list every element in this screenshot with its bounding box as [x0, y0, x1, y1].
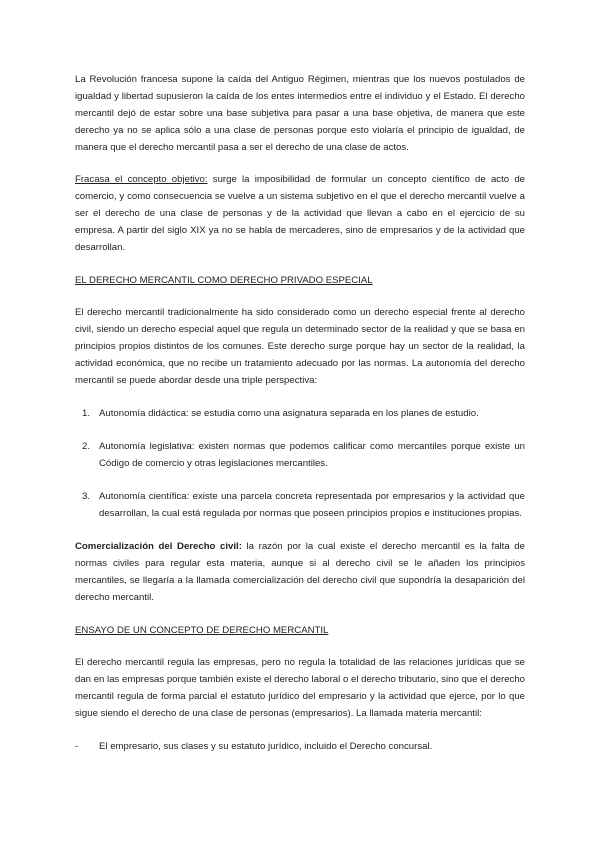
paragraph-materia-mercantil: El derecho mercantil regula las empresas, pero no regula la totalidad de las relaciones jurídicas que se dan en las empresas porque también existe el derecho laboral o el derecho tributario, sino que el derecho mercantil regula de forma parcial el estatuto jurídico del empresario y la actividad que ejerce, por lo que sigue siendo el derecho de una clase de personas (empresarios). La llamada materia mercantil: [75, 657, 525, 719]
list-number: 3. [82, 491, 91, 502]
fracasa-lead: Fracasa el concepto objetivo: [75, 174, 208, 185]
paragraph-fracasa [75, 171, 525, 256]
heading-derecho-privado-especial: EL DERECHO MERCANTIL COMO DERECHO PRIVADO ESPECIAL [75, 275, 373, 286]
dash-bullet: - [75, 741, 79, 752]
list-text: Autonomía didáctica: se estudia como una asignatura separada en los planes de estudio. [99, 408, 479, 419]
heading-ensayo-concepto: ENSAYO DE UN CONCEPTO DE DERECHO MERCANTIL [75, 625, 329, 636]
fracasa-text: surge la imposibilidad de formular un concepto científico de acto de comercio, y como consecuencia se vuelve a un sistema subjetivo en el que el derecho mercantil vuelve a ser el derecho de una clase de personas y de la actividad que llevan a cabo en el ejercicio de su empresa. A partir del siglo XIX ya no se habla de mercaderes, sino de empresarios y de la actividad que desarrollan. [75, 174, 525, 253]
comercializacion-lead: Comercialización del Derecho civil: [75, 541, 242, 552]
paragraph-comercializacion [75, 538, 525, 606]
list-number: 2. [82, 441, 91, 452]
list-number: 1. [82, 408, 91, 419]
list-text: Autonomía legislativa: existen normas que podemos calificar como mercantiles porque existe un Código de comercio y otras legislaciones mercantiles. [99, 441, 525, 469]
list-item [82, 405, 525, 422]
list-item [82, 488, 525, 522]
autonomia-list [75, 405, 525, 522]
paragraph-revolucion: La Revolución francesa supone la caída del Antiguo Régimen, mientras que los nuevos postulados de igualdad y libertad supusieron la caída de los entes intermedios entre el individuo y el Estado. El derecho mercantil dejó de estar sobre una base subjetiva para pasar a una base objetiva, de manera que este derecho ya no se aplica sólo a una clase de personas porque esto violaría el principio de igualdad, de manera que el derecho mercantil pasa a ser el derecho de una clase de actos. [75, 74, 525, 153]
list-text: El empresario, sus clases y su estatuto jurídico, incluido el Derecho concursal. [99, 741, 433, 752]
list-item [75, 738, 525, 755]
list-text: Autonomía científica: existe una parcela concreta representada por empresarios y la actividad que desarrollan, la cual está regulada por normas que poseen principios propios e instituciones propias. [99, 491, 525, 519]
materia-list [75, 738, 525, 755]
list-item [82, 438, 525, 472]
comercializacion-text: la razón por la cual existe el derecho mercantil es la falta de normas civiles para regular esta materia, aunque si al derecho civil se le añaden los principios mercantiles, se llegaría a la llamada comercialización del derecho civil que supondría la desaparición del derecho mercantil. [75, 541, 525, 603]
paragraph-derecho-especial: El derecho mercantil tradicionalmente ha sido considerado como un derecho especial frente al derecho civil, siendo un derecho especial aquel que regula un determinado sector de la realidad y que se basa en principios propios distintos de los comunes. Este derecho surge porque hay un sector de la realidad, la actividad económica, que no recibe un tratamiento adecuado por las normas. La autonomía del derecho mercantil se puede abordar desde una triple perspectiva: [75, 307, 525, 386]
